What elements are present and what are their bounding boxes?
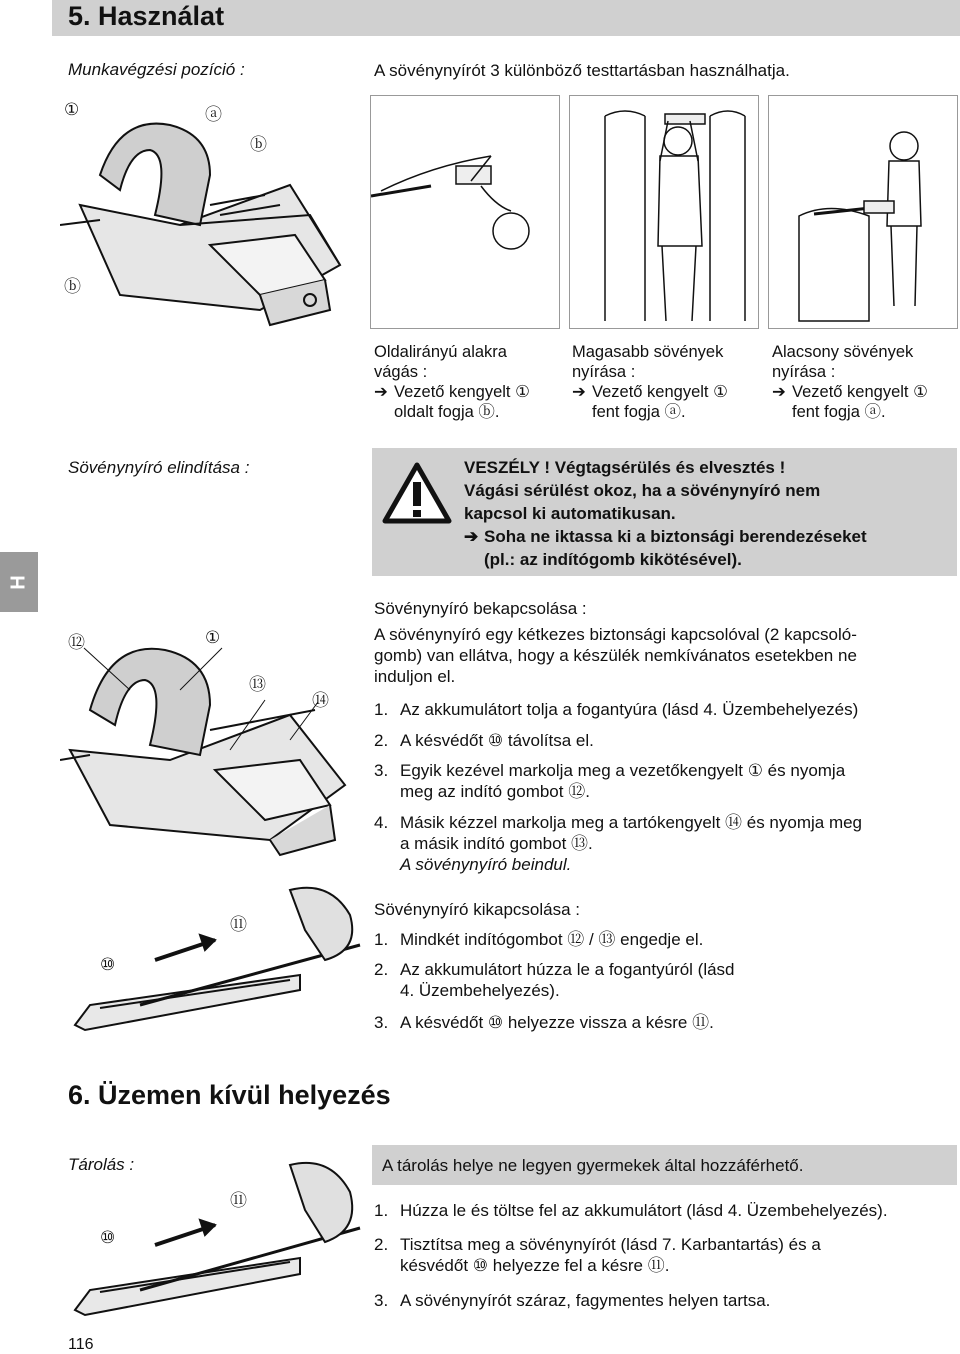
storage-step-3: 3. A sövénynyírót száraz, fagymentes helyen tartsa. (374, 1291, 771, 1310)
language-tab: H (0, 552, 38, 612)
off-step-2: 2. Az akkumulátort húzza le a fogantyúról (lásd 4. Üzembehelyezés). (374, 960, 735, 1000)
callout-b-left: ⓑ (64, 277, 81, 296)
on-step-4: 4. Másik kézzel markolja meg a tartókengyelt ⑭ és nyomja meg a másik indító gombot ⑬. A sövénynyíró beindul. (374, 813, 863, 874)
callout-14: ⑭ (312, 691, 329, 710)
storage-callout-11: ⑪ (230, 1191, 247, 1210)
storage-box: A tárolás helye ne legyen gyermekek által hozzáférhető. (372, 1145, 957, 1185)
caption-side-cutting: Oldalirányú alakra vágás : ➔ Vezető kengyelt ① oldalt fogja ⓑ. (374, 343, 530, 421)
caption-low-hedge: Alacsony sövények nyírása : ➔ Vezető kengyelt ① fent fogja ⓐ. (772, 343, 928, 421)
page-title: 5. Használat (68, 1, 225, 31)
hedge-trimmer-illustration (60, 95, 360, 335)
callout-a: ⓐ (205, 105, 222, 124)
work-position-text: A sövénynyírót 3 különböző testtartásban használhatja. (374, 61, 790, 80)
on-step-3: 3. Egyik kezével markolja meg a vezetőkengyelt ① és nyomja meg az indító gombot ⑫. (374, 761, 846, 801)
storage-callout-10: ⑩ (100, 1228, 116, 1247)
caption-high-hedge: Magasabb sövények nyírása : ➔ Vezető kengyelt ① fent fogja ⓐ. (572, 343, 728, 421)
off-heading: Sövénynyíró kikapcsolása : (374, 900, 580, 919)
storage-step-2: 2. Tisztítsa meg a sövénynyírót (lásd 7. Karbantartás) és a késvédőt ⑩ helyezze fel a késre ⑪. (374, 1235, 821, 1275)
start-label: Sövénynyíró elindítása : (68, 458, 250, 477)
page-number: 116 (68, 1336, 94, 1353)
warning-text: VESZÉLY ! Végtagsérülés és elvesztés ! Vágási sérülést okoz, ha a sövénynyíró nem kapcsol ki automatikusan. ➔ Soha ne iktassa ki a biztonsági berendezéseket (pl.: az indítógomb kikötésével). (464, 458, 867, 569)
callout-13: ⑬ (249, 675, 266, 694)
on-heading: Sövénynyíró bekapcsolása : (374, 599, 587, 618)
callout-b-top: ⓑ (250, 135, 267, 154)
storage-step-1: 1. Húzza le és töltse fel az akkumulátort (lásd 4. Üzembehelyezés). (374, 1201, 888, 1220)
low-hedge-illustration (768, 95, 958, 329)
callout-1: ① (64, 100, 80, 119)
storage-label: Tárolás : (68, 1155, 135, 1174)
callout-10: ⑩ (100, 955, 116, 974)
callout-11: ⑪ (230, 915, 247, 934)
high-hedge-illustration (569, 95, 759, 329)
callout-1-start: ① (205, 628, 221, 647)
on-step-1: 1. Az akkumulátort tolja a fogantyúra (lásd 4. Üzembehelyezés) (374, 700, 859, 719)
work-position-label: Munkavégzési pozíció : (68, 60, 245, 79)
section6-title: 6. Üzemen kívül helyezés (68, 1080, 391, 1110)
off-step-3: 3. A késvédőt ⑩ helyezze vissza a késre ⑪. (374, 1013, 714, 1032)
off-step-1: 1. Mindkét indítógombot ⑫ / ⑬ engedje el. (374, 930, 704, 949)
warning-icon (382, 462, 452, 524)
on-step-2: 2. A késvédőt ⑩ távolítsa el. (374, 731, 594, 750)
callout-12: ⑫ (68, 633, 85, 652)
on-paragraph: A sövénynyíró egy kétkezes biztonsági kapcsolóval (2 kapcsoló- gomb) van ellátva, hogy a készülék nemkívánatos esetekben ne induljon el. (374, 625, 857, 686)
side-cutting-illustration (370, 95, 560, 329)
